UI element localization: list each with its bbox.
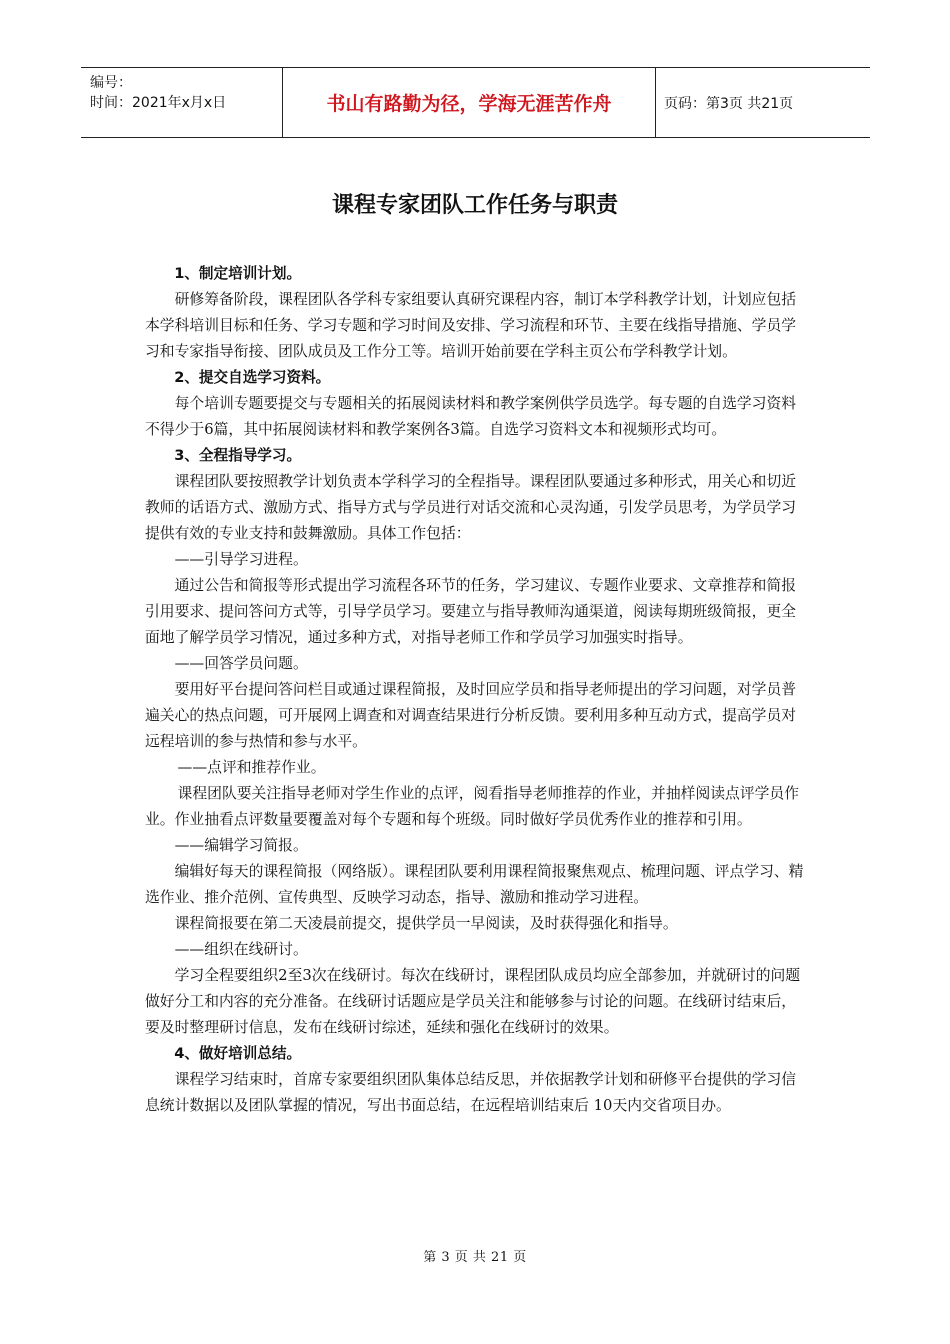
header-meta-cell (81, 68, 283, 137)
paragraph: 要用好平台提问答问栏目或通过课程简报，及时回应学员和指导老师提出的学习问题，对学员普遍关心的热点问题，可开展网上调查和对调查结果进行分析反馈。要利用多种互动方式，提高学员对远程培训的参与热情和参与水平。 (145, 681, 797, 750)
document-body (145, 261, 810, 1119)
paragraph: 编辑好每天的课程简报（网络版）。课程团队要利用课程简报聚焦观点、梳理问题、评点学习、精选作业、推介范例、宣传典型、反映学习动态，指导、激励和推动学习进程。 (145, 863, 804, 906)
paragraph: 课程简报要在第二天凌晨前提交，提供学员一早阅读，及时获得强化和指导。 (174, 915, 678, 932)
subheading: ——编辑学习简报。 (174, 837, 308, 854)
paragraph: 课程学习结束时，首席专家要组织团队集体总结反思，并依据教学计划和研修平台提供的学习信息统计数据以及团队掌握的情况，写出书面总结，在远程培训结束后 10天内交省项目办。 (145, 1071, 797, 1114)
paragraph: 每个培训专题要提交与专题相关的拓展阅读材料和教学案例供学员选学。每专题的自选学习资料不得少于6篇，其中拓展阅读材料和教学案例各3篇。自选学习资料文本和视频形式均可。 (145, 395, 797, 438)
document-title: 课程专家团队工作任务与职责 (331, 193, 618, 218)
motto: 书山有路勤为径，学海无涯苦作舟 (283, 68, 656, 137)
paragraph: 学习全程要组织2至3次在线研讨。每次在线研讨，课程团队成员均应全部参加，并就研讨的问题做好分工和内容的充分准备。在线研讨话题应是学员关注和能够参与讨论的问题。在线研讨结束后，要及时整理研讨信息，发布在线研讨综述，延续和强化在线研讨的效果。 (145, 967, 801, 1036)
subheading: ——组织在线研讨。 (174, 941, 308, 958)
section-heading: 2、提交自选学习资料。 (174, 369, 331, 386)
subheading: ——点评和推荐作业。 (177, 759, 326, 776)
paragraph: 课程团队要按照教学计划负责本学科学习的全程指导。课程团队要通过多种形式，用关心和切近教师的话语方式、激励方式、指导方式与学员进行对话交流和心灵沟通，引发学员思考，为学员学习提供有效的专业支持和鼓舞激励。具体工作包括： (145, 473, 797, 542)
section-heading: 1、制定培训计划。 (174, 265, 302, 282)
page-info: 页码：第3页 共21页 (664, 96, 794, 112)
section-heading: 3、全程指导学习。 (174, 447, 302, 464)
header-table (81, 67, 870, 138)
date-line: 时间：2021年x月x日 (90, 95, 227, 111)
paragraph: 研修筹备阶段，课程团队各学科专家组要认真研究课程内容，制订本学科教学计划，计划应包括本学科培训目标和任务、学习专题和学习时间及安排、学习流程和环节、主要在线指导措施、学员学习和专家指导衔接、团队成员及工作分工等。培训开始前要在学科主页公布学科教学计划。 (145, 291, 797, 360)
paragraph: 通过公告和简报等形式提出学习流程各环节的任务，学习建议、专题作业要求、文章推荐和简报引用要求、提问答问方式等，引导学员学习。要建立与指导教师沟通渠道，阅读每期班级简报，更全面地了解学员学习情况，通过多种方式，对指导老师工作和学员学习加强实时指导。 (145, 577, 797, 646)
section-heading: 4、做好培训总结。 (174, 1045, 302, 1062)
subheading: ——引导学习进程。 (174, 551, 308, 568)
paragraph: 课程团队要关注指导老师对学生作业的点评，阅看指导老师推荐的作业，并抽样阅读点评学员作业。作业抽看点评数量要覆盖对每个专题和每个班级。同时做好学员优秀作业的推荐和引用。 (145, 785, 800, 828)
code-label: 编号： (90, 75, 132, 91)
page-footer: 第 3 页 共 21 页 (423, 1250, 527, 1265)
subheading: ——回答学员问题。 (174, 655, 308, 672)
